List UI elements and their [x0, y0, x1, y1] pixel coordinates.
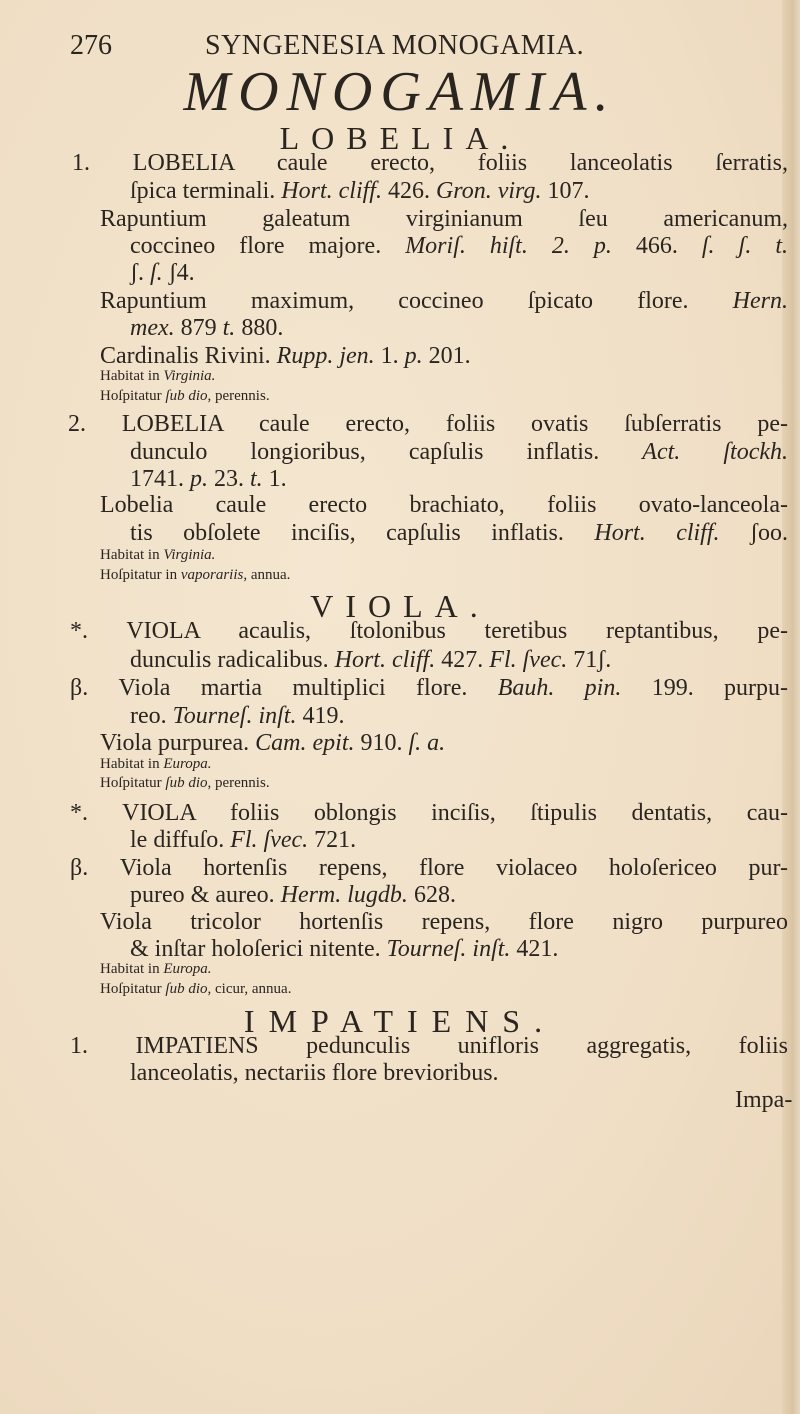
- entry-text-line: [130, 260, 195, 287]
- citation-text: Fl. ſvec.: [489, 647, 568, 673]
- entry-text-line: [130, 178, 590, 205]
- habitat-note-line: [100, 388, 270, 405]
- entry-text-line: [735, 1087, 792, 1114]
- genus-heading-lobelia: LOBELIA.: [279, 120, 521, 156]
- entry-text-line: [70, 800, 788, 827]
- citation-text: Cam. epit.: [255, 730, 355, 756]
- citation-text: Herm. lugdb.: [280, 882, 408, 908]
- entry-text-line: [70, 1033, 788, 1060]
- habitat-note-line: [100, 775, 270, 792]
- habitat-note-line: [100, 756, 212, 773]
- running-title: SYNGENESIA MONOGAMIA.: [205, 30, 585, 61]
- entry-text-line: [72, 150, 788, 177]
- entry-text-line: [130, 1060, 499, 1087]
- genus-heading-viola: VIOLA.: [310, 588, 490, 624]
- citation-text: Fl. ſvec.: [230, 827, 309, 853]
- entry-text-line: [100, 909, 788, 936]
- habitat-note-line: [100, 961, 212, 978]
- text-segment: 107.: [541, 178, 590, 204]
- citation-text: ſub dio: [165, 388, 208, 404]
- entry-text-line: [70, 855, 788, 882]
- citation-text: Tourneſ. inſt.: [172, 703, 297, 729]
- text-segment: 23.: [208, 466, 250, 492]
- entry-text-line: [100, 206, 788, 233]
- text-segment: , cicur, annua.: [207, 981, 292, 997]
- text-segment: tis obſolete inciſis, capſulis inflatis.: [130, 520, 595, 546]
- citation-text: Bauh. pin.: [497, 675, 622, 701]
- text-segment: *. VIOLA acaulis, ſtolonibus teretibus reptantibus, pe-: [70, 618, 788, 644]
- text-segment: β. Viola hortenſis repens, flore violaceo holoſericeo pur-: [70, 855, 788, 881]
- citation-text: Virginia.: [163, 368, 216, 384]
- text-segment: Hoſpitatur: [100, 981, 166, 997]
- citation-text: Hort. cliff.: [594, 520, 720, 546]
- text-segment: 201.: [422, 343, 471, 369]
- text-segment: 466.: [611, 233, 702, 259]
- entry-text-line: [100, 730, 445, 757]
- text-segment: ſpica terminali.: [130, 178, 282, 204]
- entry-text-line: [100, 288, 788, 315]
- text-segment: 2. LOBELIA caule erecto, foliis ovatis ſubſerratis pe-: [68, 411, 788, 437]
- text-segment: Viola tricolor hortenſis repens, flore nigro purpureo: [100, 909, 788, 935]
- entry-text-line: [130, 936, 558, 963]
- citation-text: t.: [250, 466, 263, 492]
- habitat-note-line: [100, 368, 215, 385]
- citation-text: mex.: [130, 315, 175, 341]
- entry-text-line: [130, 466, 287, 493]
- citation-text: t.: [222, 315, 236, 341]
- habitat-note-line: [100, 547, 215, 564]
- text-segment: *. VIOLA foliis oblongis inciſis, ſtipulis dentatis, cau-: [70, 800, 788, 826]
- text-segment: 879: [174, 315, 223, 341]
- text-segment: , annua.: [243, 567, 291, 583]
- citation-text: ſ.: [150, 260, 163, 286]
- genus-heading-impatiens: IMPATIENS.: [243, 1003, 557, 1039]
- text-segment: Habitat in: [100, 368, 164, 384]
- text-segment: 419.: [296, 703, 345, 729]
- text-segment: 1741.: [130, 466, 190, 492]
- page-number: 276: [70, 30, 112, 61]
- text-segment: & inſtar holoſerici nitente.: [130, 936, 387, 962]
- citation-text: Hort. cliff.: [281, 178, 382, 204]
- citation-text: p.: [190, 466, 208, 492]
- citation-text: Act. ſtockh.: [642, 439, 788, 465]
- text-segment: β. Viola martia multiplici flore.: [70, 675, 498, 701]
- citation-text: vaporariis: [180, 567, 244, 583]
- text-segment: Habitat in: [100, 961, 164, 977]
- entry-text-line: [130, 520, 788, 547]
- text-segment: le diffuſo.: [130, 827, 231, 853]
- text-segment: 426.: [381, 178, 436, 204]
- citation-text: Hort. cliff.: [334, 647, 436, 673]
- text-segment: Hoſpitatur: [100, 388, 166, 404]
- text-segment: Impa-: [735, 1087, 793, 1113]
- citation-text: Moriſ. hiſt. 2. p.: [405, 233, 612, 259]
- text-segment: 421.: [510, 936, 559, 962]
- entry-text-line: [130, 233, 788, 260]
- text-segment: 1. LOBELIA caule erecto, foliis lanceolatis ſerratis,: [72, 150, 788, 176]
- entry-text-line: [130, 439, 788, 466]
- entry-text-line: [70, 675, 788, 702]
- text-segment: Lobelia caule erecto brachiato, foliis ovato-lanceola-: [100, 492, 788, 518]
- entry-text-line: [130, 827, 356, 854]
- citation-text: Gron. virg.: [435, 178, 542, 204]
- text-segment: 910.: [354, 730, 409, 756]
- text-segment: Hoſpitatur in: [100, 567, 181, 583]
- entry-text-line: [68, 411, 788, 438]
- citation-text: ſ. a.: [408, 730, 446, 756]
- citation-text: Rupp. jen.: [276, 343, 375, 369]
- entry-text-line: [130, 315, 283, 342]
- text-segment: coccineo flore majore.: [130, 233, 406, 259]
- text-segment: , perennis.: [207, 775, 270, 791]
- citation-text: Europa.: [163, 756, 212, 772]
- text-segment: Habitat in: [100, 547, 164, 563]
- citation-text: Virginia.: [163, 547, 216, 563]
- entry-text-line: [130, 647, 611, 674]
- entry-text-line: [100, 343, 471, 370]
- text-segment: 880.: [235, 315, 284, 341]
- text-segment: reo.: [130, 703, 173, 729]
- text-segment: 71ʃ.: [567, 647, 612, 673]
- text-segment: 1.: [374, 343, 405, 369]
- habitat-note-line: [100, 981, 291, 998]
- text-segment: lanceolatis, nectariis flore brevioribus.: [130, 1060, 499, 1086]
- text-segment: pureo & aureo.: [130, 882, 281, 908]
- citation-text: Hern.: [732, 288, 788, 314]
- citation-text: Tourneſ. inſt.: [386, 936, 511, 962]
- text-segment: Cardinalis Rivini.: [100, 343, 277, 369]
- citation-text: ſ. ʃ. t.: [701, 233, 789, 259]
- citation-text: Europa.: [163, 961, 212, 977]
- text-segment: , perennis.: [207, 388, 270, 404]
- section-title: MONOGAMIA.: [183, 61, 617, 123]
- text-segment: ʃoo.: [719, 520, 789, 546]
- citation-text: p.: [404, 343, 423, 369]
- text-segment: dunculo longioribus, capſulis inflatis.: [130, 439, 643, 465]
- text-segment: 199. purpu-: [621, 675, 789, 701]
- text-segment: 1.: [262, 466, 287, 492]
- text-segment: Habitat in: [100, 756, 164, 772]
- text-segment: ʃ.: [130, 260, 150, 286]
- entry-text-line: [130, 703, 344, 730]
- text-segment: 427.: [435, 647, 490, 673]
- entry-text-line: [130, 882, 456, 909]
- text-segment: Rapuntium galeatum virginianum ſeu americanum,: [100, 206, 788, 232]
- text-segment: Hoſpitatur: [100, 775, 166, 791]
- text-segment: 1. IMPATIENS pedunculis unifloris aggregatis, foliis: [70, 1033, 788, 1059]
- habitat-note-line: [100, 567, 290, 584]
- text-segment: 721.: [308, 827, 357, 853]
- entry-text-line: [100, 492, 788, 519]
- text-segment: ʃ4.: [162, 260, 195, 286]
- text-segment: 628.: [407, 882, 456, 908]
- text-segment: dunculis radicalibus.: [130, 647, 335, 673]
- text-segment: Viola purpurea.: [100, 730, 256, 756]
- citation-text: ſub dio: [165, 981, 208, 997]
- entry-text-line: [70, 618, 788, 645]
- text-segment: Rapuntium maximum, coccineo ſpicato flore.: [100, 288, 733, 314]
- citation-text: ſub dio: [165, 775, 208, 791]
